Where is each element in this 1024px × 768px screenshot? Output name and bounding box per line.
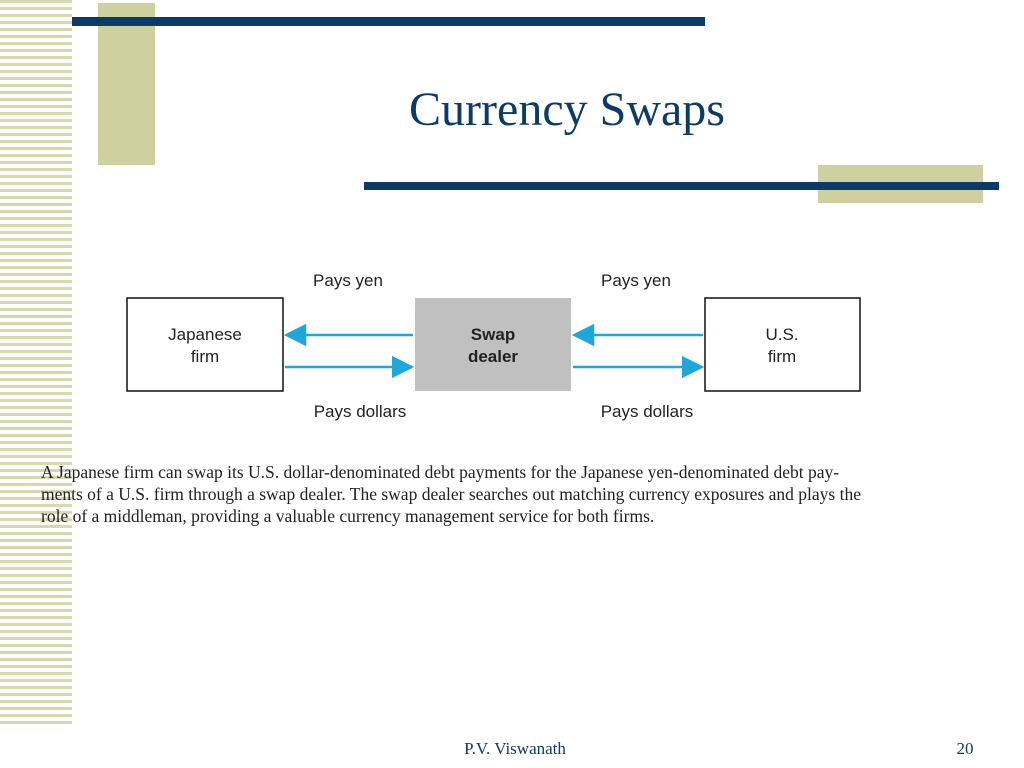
us-firm-line2: firm bbox=[767, 347, 797, 366]
page-number: 20 bbox=[956, 739, 974, 758]
us-firm-box bbox=[705, 298, 860, 391]
caption-line-2: ments of a U.S. firm through a swap dealer. The swap dealer searches out matching currency exposures and plays the bbox=[41, 484, 861, 504]
swap-dealer-line2: dealer bbox=[467, 347, 519, 366]
japanese-firm-line2: firm bbox=[190, 347, 220, 366]
slide-title: Currency Swaps bbox=[409, 83, 725, 136]
footer-author: P.V. Viswanath bbox=[464, 739, 566, 758]
japanese-firm-box bbox=[127, 298, 283, 391]
caption-line-1: A Japanese firm can swap its U.S. dollar-denominated debt payments for the Japanese yen-denominated debt pay- bbox=[41, 462, 840, 482]
label-left-pays-yen: Pays yen bbox=[313, 271, 383, 290]
swap-dealer-box bbox=[415, 298, 571, 391]
japanese-firm-line1: Japanese bbox=[168, 325, 242, 344]
label-right-pays-yen: Pays yen bbox=[601, 271, 671, 290]
label-right-pays-dollars: Pays dollars bbox=[600, 402, 694, 421]
us-firm-line1: U.S. bbox=[765, 325, 799, 344]
label-left-pays-dollars: Pays dollars bbox=[313, 402, 407, 421]
caption-line-3: role of a middleman, providing a valuable currency management service for both firms. bbox=[41, 506, 655, 526]
diagram-caption bbox=[41, 461, 959, 527]
swap-dealer-line1: Swap bbox=[470, 325, 516, 344]
